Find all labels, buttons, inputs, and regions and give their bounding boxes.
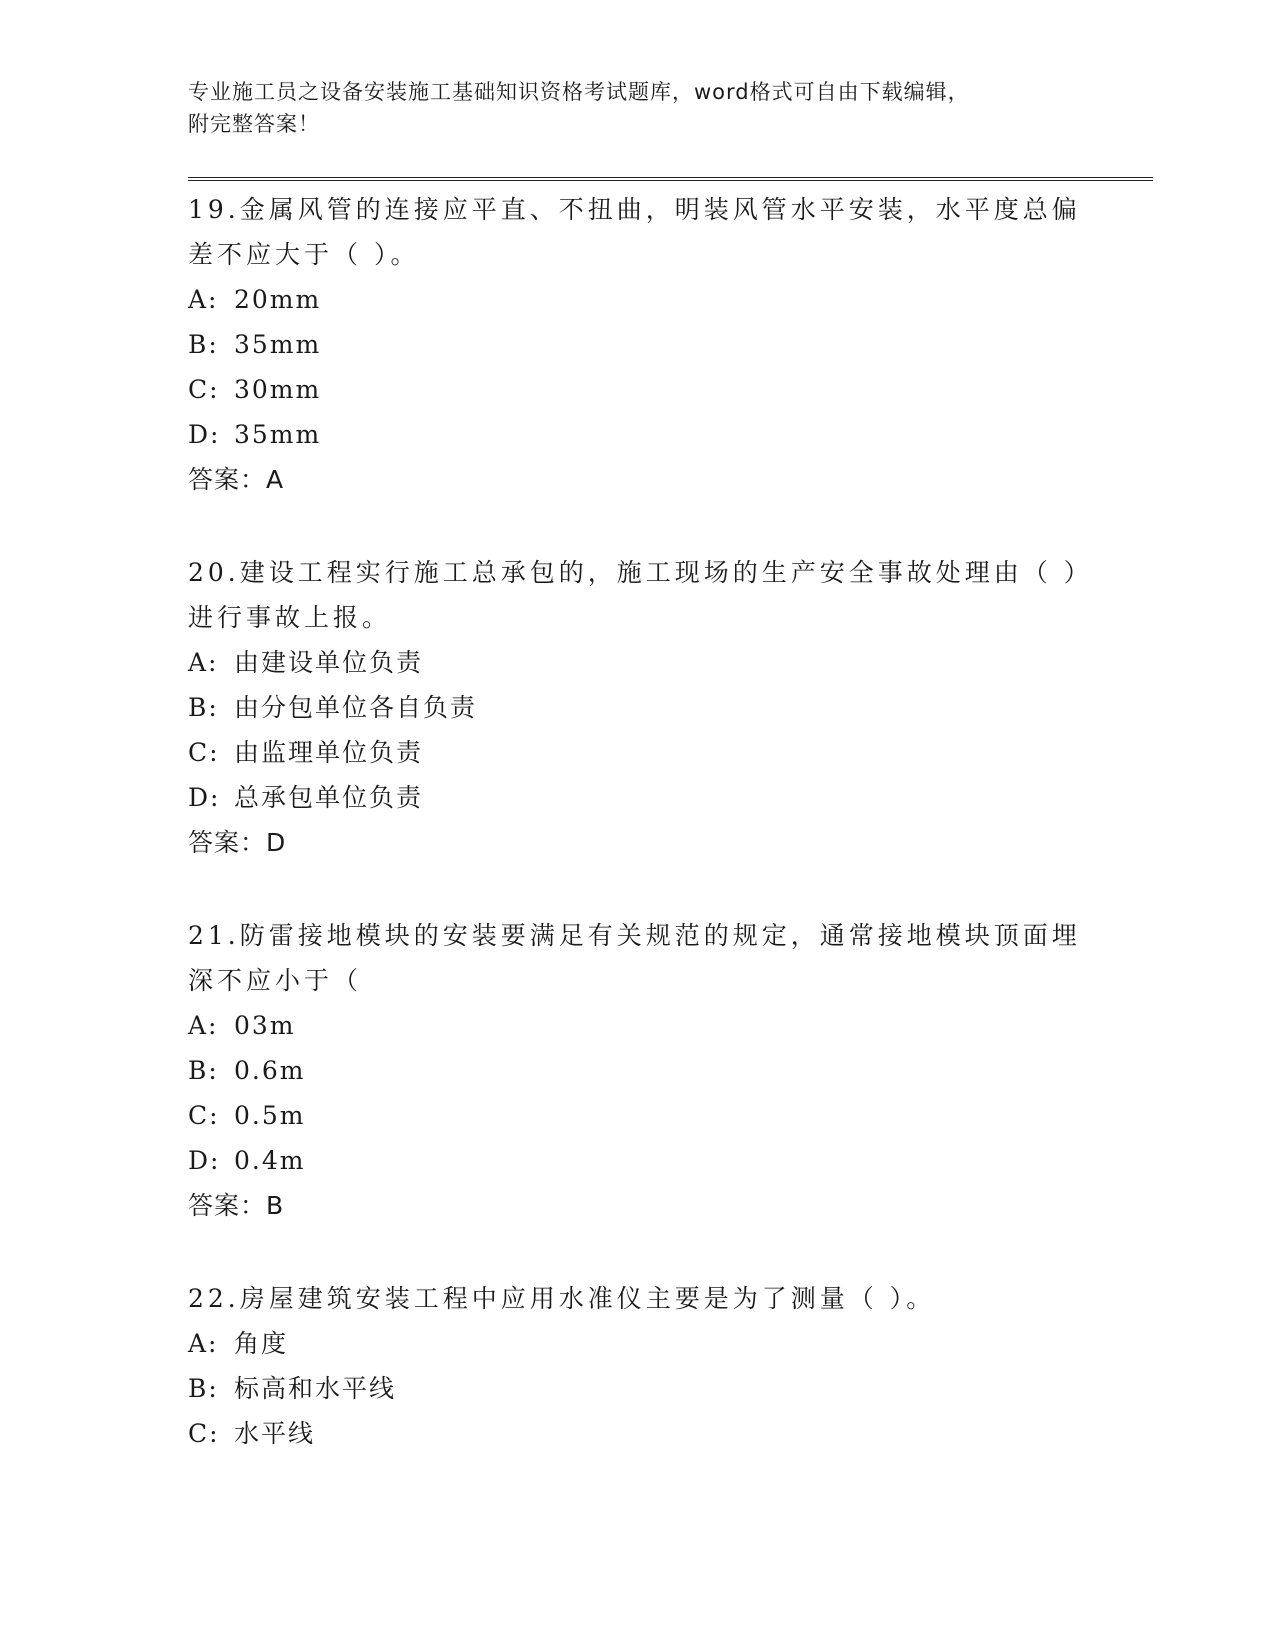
option-text: 0.5m bbox=[234, 1101, 306, 1130]
option-c bbox=[188, 730, 1088, 775]
question-text: 22.房屋建筑安装工程中应用水准仪主要是为了测量（ ）。 bbox=[188, 1284, 936, 1313]
question-20 bbox=[188, 550, 1088, 865]
question-text: 19.金属风管的连接应平直、不扭曲，明装风管水平安装，水平度总偏差不应大于（ ）。 bbox=[188, 195, 1081, 269]
question-21 bbox=[188, 913, 1088, 1228]
option-b bbox=[188, 1366, 1088, 1411]
option-letter: C: bbox=[188, 1101, 220, 1130]
option-letter: A: bbox=[188, 1329, 219, 1358]
option-letter: D: bbox=[188, 783, 221, 812]
option-letter: B: bbox=[188, 1056, 219, 1085]
header-line-1: 专业施工员之设备安装施工基础知识资格考试题库，word格式可自由下载编辑， bbox=[188, 80, 970, 104]
option-letter: A: bbox=[188, 1011, 219, 1040]
option-d bbox=[188, 775, 1088, 820]
answer-line: 答案：B bbox=[188, 1191, 285, 1220]
option-text: 水平线 bbox=[234, 1419, 316, 1448]
document-header bbox=[188, 76, 1068, 140]
option-letter: A: bbox=[188, 285, 219, 314]
header-divider bbox=[188, 177, 1153, 181]
question-list bbox=[188, 187, 1088, 1504]
option-a bbox=[188, 1321, 1088, 1366]
option-text: 0.6m bbox=[234, 1056, 306, 1085]
option-text: 总承包单位负责 bbox=[234, 783, 424, 812]
option-letter: C: bbox=[188, 1419, 220, 1448]
option-c bbox=[188, 1093, 1088, 1138]
question-22 bbox=[188, 1276, 1088, 1456]
option-b bbox=[188, 685, 1088, 730]
option-text: 标高和水平线 bbox=[234, 1374, 397, 1403]
option-letter: A: bbox=[188, 648, 219, 677]
option-text: 0.4m bbox=[234, 1146, 306, 1175]
option-b bbox=[188, 1048, 1088, 1093]
answer-line: 答案：A bbox=[188, 465, 285, 494]
option-b bbox=[188, 322, 1088, 367]
option-text: 20mm bbox=[234, 285, 322, 314]
option-letter: C: bbox=[188, 375, 220, 404]
option-a bbox=[188, 640, 1088, 685]
option-text: 由分包单位各自负责 bbox=[234, 693, 478, 722]
option-letter: D: bbox=[188, 420, 221, 449]
question-text: 20.建设工程实行施工总承包的，施工现场的生产安全事故处理由（ ）进行事故上报。 bbox=[188, 558, 1081, 632]
option-text: 由监理单位负责 bbox=[234, 738, 424, 767]
option-a bbox=[188, 277, 1088, 322]
option-letter: D: bbox=[188, 1146, 221, 1175]
option-c bbox=[188, 1411, 1088, 1456]
answer-line: 答案：D bbox=[188, 828, 287, 857]
option-letter: B: bbox=[188, 1374, 219, 1403]
option-d bbox=[188, 1138, 1088, 1183]
option-text: 03m bbox=[234, 1011, 296, 1040]
option-text: 30mm bbox=[234, 375, 322, 404]
option-a bbox=[188, 1003, 1088, 1048]
option-c bbox=[188, 367, 1088, 412]
option-text: 35mm bbox=[234, 420, 322, 449]
option-text: 由建设单位负责 bbox=[234, 648, 424, 677]
option-d bbox=[188, 412, 1088, 457]
option-letter: B: bbox=[188, 693, 219, 722]
question-19 bbox=[188, 187, 1088, 502]
option-text: 角度 bbox=[234, 1329, 289, 1358]
question-text: 21.防雷接地模块的安装要满足有关规范的规定，通常接地模块顶面埋深不应小于（ bbox=[188, 921, 1081, 995]
option-text: 35mm bbox=[234, 330, 322, 359]
option-letter: C: bbox=[188, 738, 220, 767]
header-line-2: 附完整答案！ bbox=[188, 112, 320, 136]
option-letter: B: bbox=[188, 330, 219, 359]
